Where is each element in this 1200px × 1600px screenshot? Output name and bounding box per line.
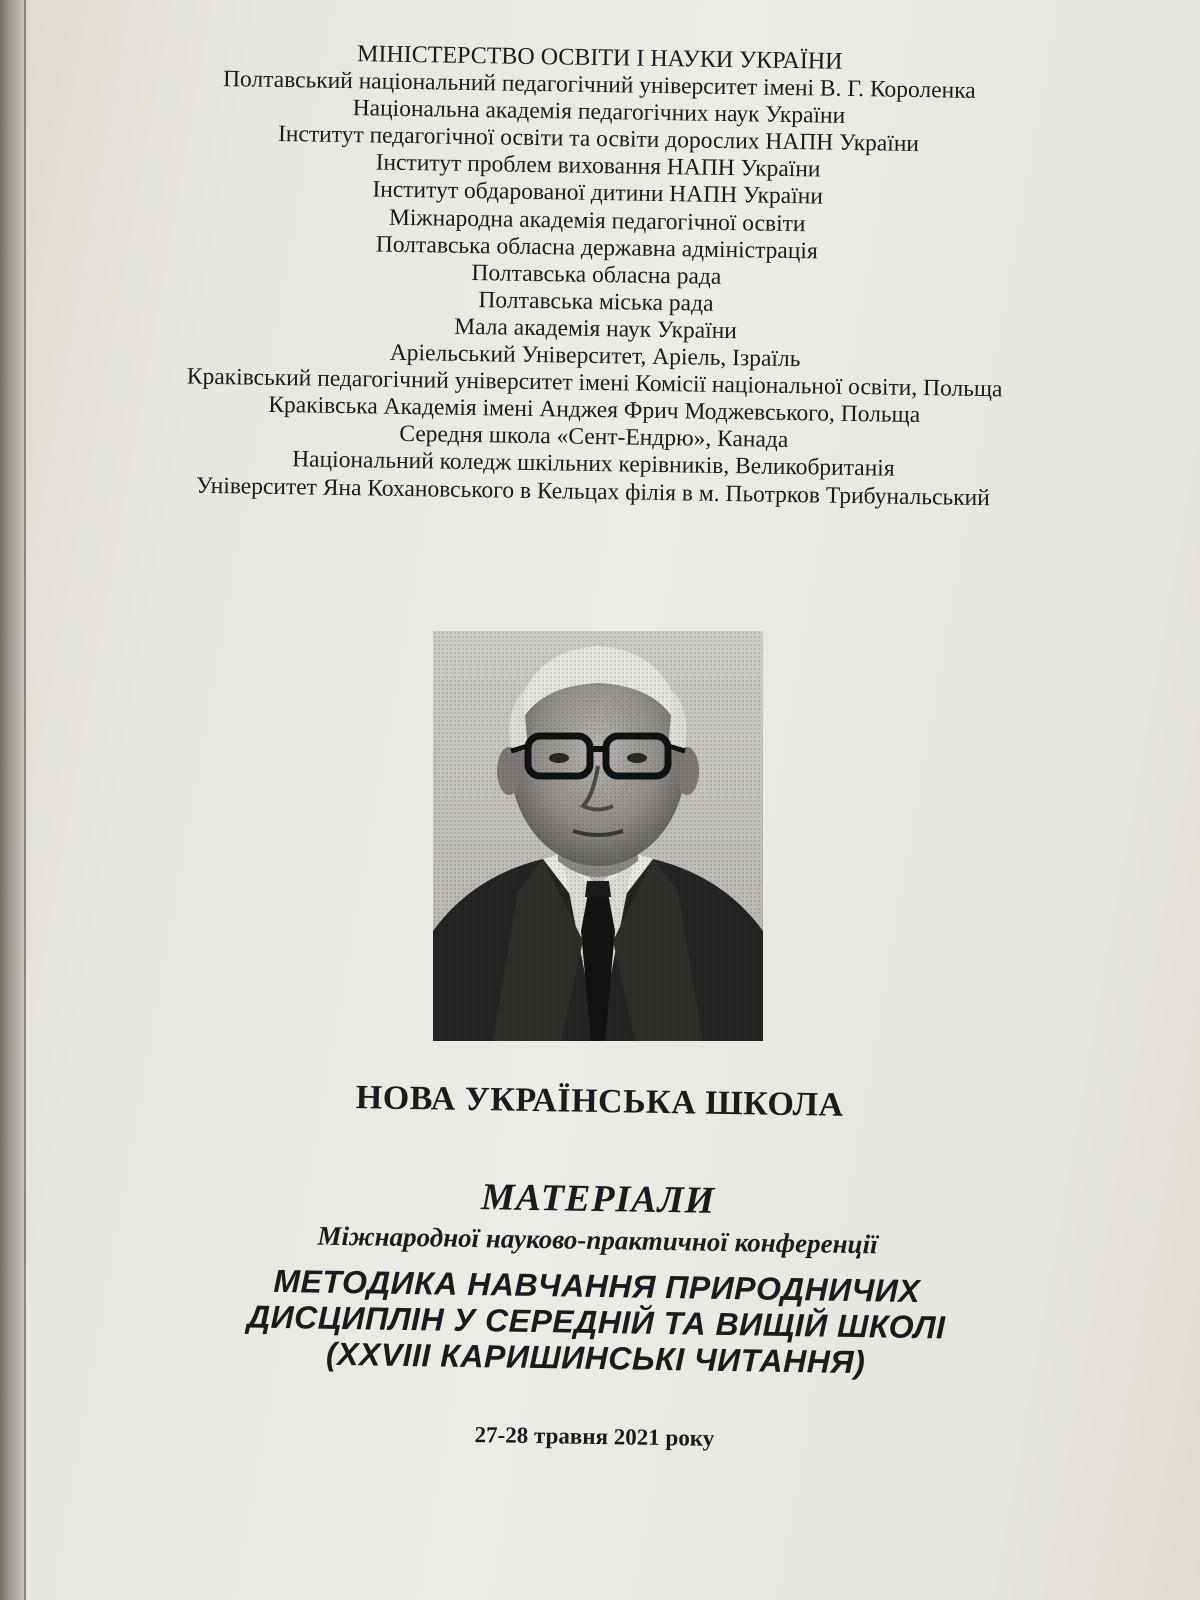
series-title: НОВА УКРАЇНСЬКА ШКОЛА [355, 1079, 844, 1124]
organizer-line: Національний коледж шкільних керівників, Великобританія [291, 446, 895, 483]
organizer-line: Міжнародна академія педагогічної освіти [388, 204, 806, 237]
organizer-line: Середня школа «Сент-Ендрю», Канада [399, 421, 789, 454]
conference-title [0, 1259, 1197, 1386]
organizer-line: Аріельський Університет, Аріель, Ізраїль [389, 339, 801, 373]
conference-date: 27-28 травня 2021 року [474, 1422, 715, 1451]
conference-type: Міжнародної науково-практичної конференції [317, 1220, 878, 1260]
organizer-line: Мала академія наук України [454, 313, 738, 345]
portrait-photo-icon [433, 631, 763, 1041]
organizer-line: Університет Яна Кохановського в Кельцах філія в м. Пьотрков Трибунальський [195, 472, 991, 511]
materials-heading: МАТЕРІАЛИ [480, 1176, 716, 1222]
organizer-line: Інститут проблем виховання НАПН України [375, 149, 821, 183]
title-block [0, 1074, 1200, 1460]
organizer-line: Інститут педагогічної освіти та освіти дорослих НАПН України [277, 121, 920, 158]
organizer-line: Краківський педагогічний університет імені Комісії національної освіти, Польща [186, 363, 1003, 403]
organizer-line: Полтавська обласна державна адміністрація [375, 231, 818, 265]
organizer-line: Полтавська обласна рада [471, 259, 722, 290]
organizers-list [0, 36, 1200, 515]
conference-title-line: (XXVIII КАРИШИНСЬКІ ЧИТАННЯ) [325, 1335, 866, 1381]
organizer-line: Національна академія педагогічних наук України [352, 95, 846, 130]
conference-title-line: ДИСЦИПЛІН У СЕРЕДНІЙ ТА ВИЩІЙ ШКОЛІ [246, 1298, 946, 1346]
organizer-line: Краківська Академія імені Анджея Фрич Моджевського, Польща [268, 392, 921, 429]
organizer-line: Полтавська міська рада [478, 286, 714, 317]
organizer-line: Полтавський національний педагогічний університет імені В. Г. Короленка [222, 66, 976, 104]
portrait-photo [433, 631, 763, 1041]
organizer-line-ministry: МІНІСТЕРСТВО ОСВІТИ І НАУКИ УКРАЇНИ [356, 41, 843, 75]
conference-title-line: МЕТОДИКА НАВЧАННЯ ПРИРОДНИЧИХ [273, 1262, 921, 1310]
organizer-line: Інститут обдарованої дитини НАПН України [372, 176, 824, 210]
